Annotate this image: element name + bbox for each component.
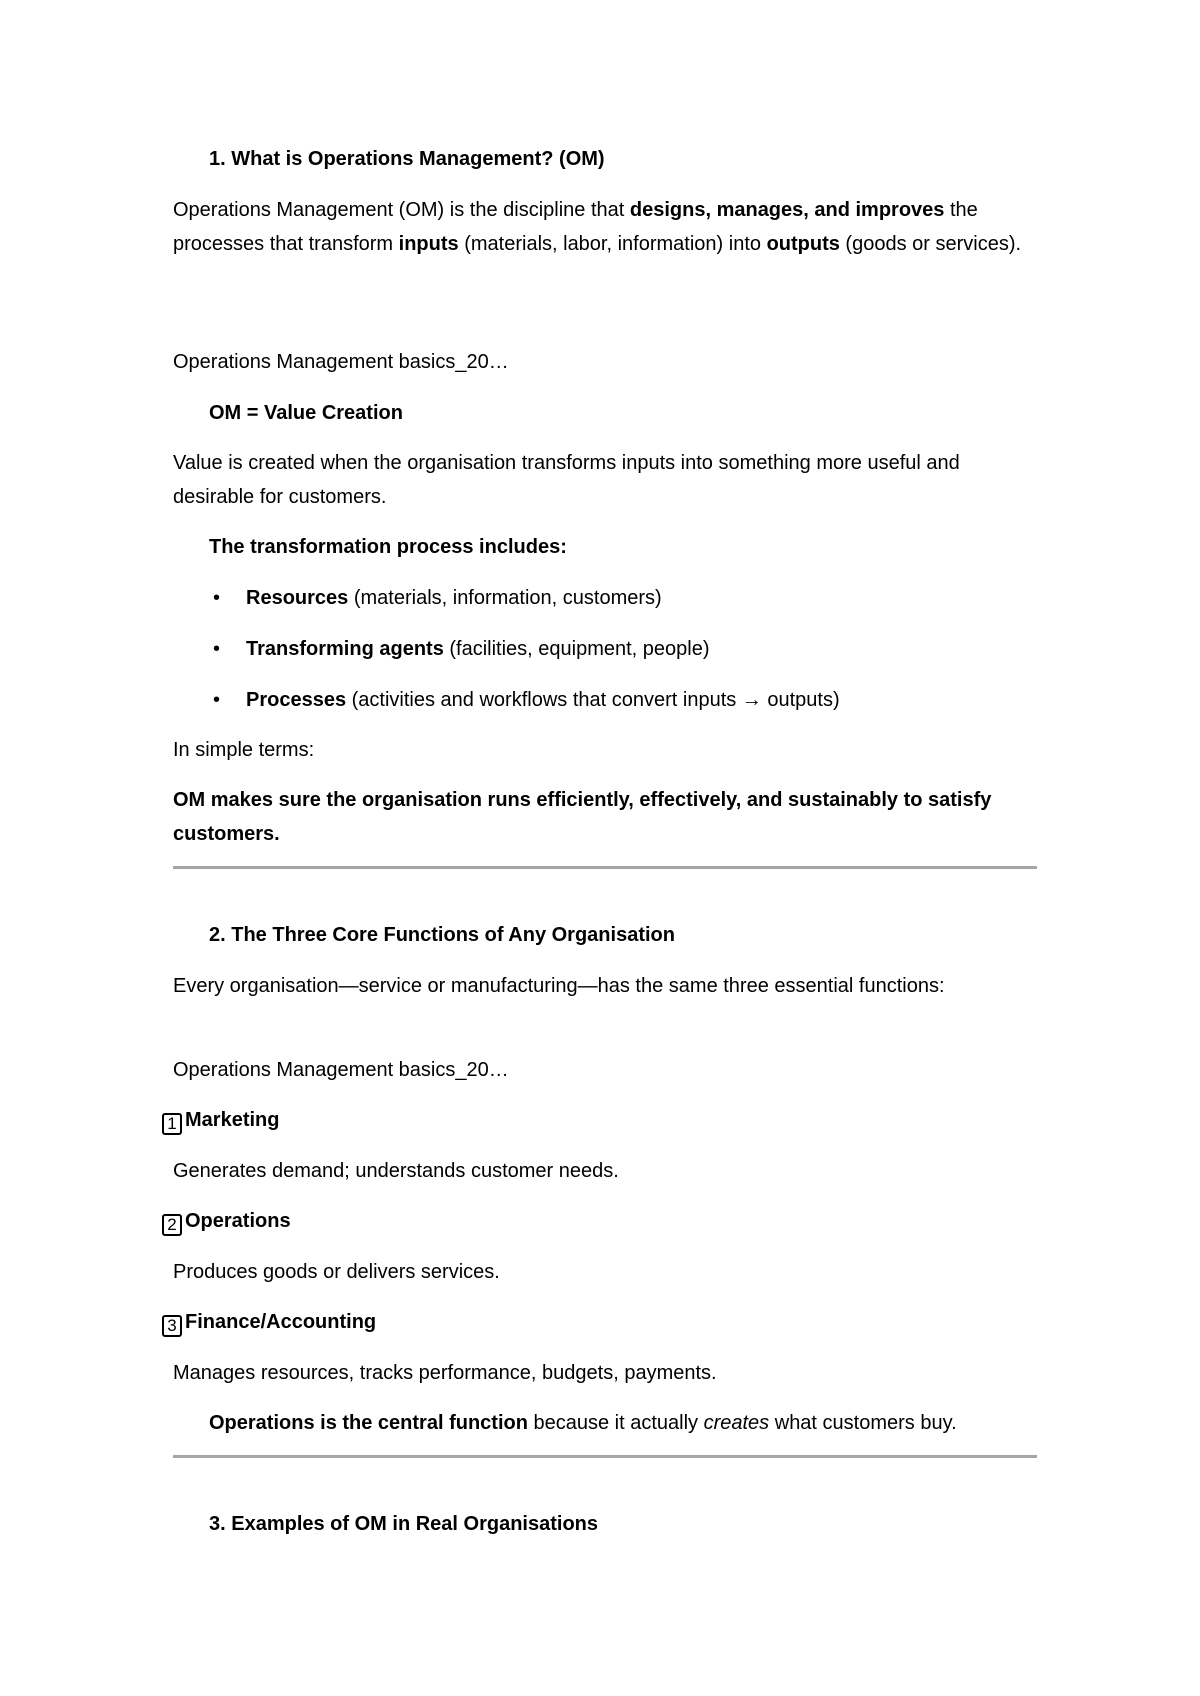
operations-central-statement — [209, 1406, 1037, 1440]
function-operations-title — [162, 1204, 291, 1238]
function-title: Finance/Accounting — [185, 1311, 377, 1333]
function-marketing-desc: Generates demand; understands customer needs. — [173, 1160, 619, 1182]
section-divider — [173, 866, 1037, 869]
source-reference: Operations Management basics_20… — [173, 1059, 509, 1081]
function-title: Marketing — [185, 1109, 280, 1131]
function-finance-title — [162, 1305, 376, 1339]
transformation-process-heading: The transformation process includes: — [209, 536, 567, 558]
function-operations-desc: Produces goods or delivers services. — [173, 1261, 500, 1283]
source-reference: Operations Management basics_20… — [173, 351, 509, 373]
simple-terms-label: In simple terms: — [173, 739, 315, 761]
text-run: because it actually — [527, 1412, 704, 1434]
text-run: the processes that transform — [173, 199, 978, 255]
bullet-term: Processes — [246, 689, 347, 711]
bold-run: designs, manages, and improves — [629, 199, 945, 221]
text-run: (goods or services). — [839, 233, 1022, 255]
function-finance-desc: Manages resources, tracks performance, budgets, payments. — [173, 1362, 717, 1384]
functions-intro: Every organisation—service or manufacturing—has the same three essential functions: — [173, 975, 945, 997]
text-run: (materials, labor, information) into — [458, 233, 767, 255]
number-3-icon: 3 — [162, 1315, 182, 1337]
italic-run: creates — [703, 1412, 770, 1434]
text-run: Operations Management (OM) is the discipline that — [173, 199, 630, 221]
function-title: Operations — [185, 1210, 291, 1232]
bullet-icon: • — [213, 638, 221, 660]
value-creation-text: Value is created when the organisation transforms inputs into something more useful and desirable for customers. — [173, 452, 960, 508]
list-item — [209, 683, 1037, 734]
transformation-bullet-list — [209, 581, 1037, 734]
om-summary: OM makes sure the organisation runs efficiently, effectively, and sustainably to satisfy customers. — [173, 789, 992, 845]
bullet-icon: • — [213, 689, 221, 711]
value-creation-heading: OM = Value Creation — [209, 402, 403, 424]
bullet-desc: (activities and workflows that convert inputs → outputs) — [346, 689, 840, 711]
bullet-desc: (facilities, equipment, people) — [443, 638, 710, 660]
number-1-icon: 1 — [162, 1113, 182, 1135]
list-item — [209, 581, 1037, 632]
number-2-icon: 2 — [162, 1214, 182, 1236]
bullet-term: Resources — [246, 587, 349, 609]
list-item — [209, 632, 1037, 683]
om-definition-paragraph — [173, 193, 1037, 261]
bold-run: inputs — [398, 233, 459, 255]
section-1-heading: 1. What is Operations Management? (OM) — [209, 148, 605, 170]
function-marketing-title — [162, 1103, 279, 1137]
text-run: what customers buy. — [769, 1412, 957, 1434]
bold-run: Operations is the central function — [209, 1412, 528, 1434]
section-3-heading: 3. Examples of OM in Real Organisations — [209, 1513, 598, 1535]
bullet-icon: • — [213, 587, 221, 609]
section-divider — [173, 1455, 1037, 1458]
section-2-heading: 2. The Three Core Functions of Any Organisation — [209, 924, 675, 946]
bullet-term: Transforming agents — [246, 638, 444, 660]
bullet-desc: (materials, information, customers) — [348, 587, 662, 609]
bold-run: outputs — [766, 233, 840, 255]
